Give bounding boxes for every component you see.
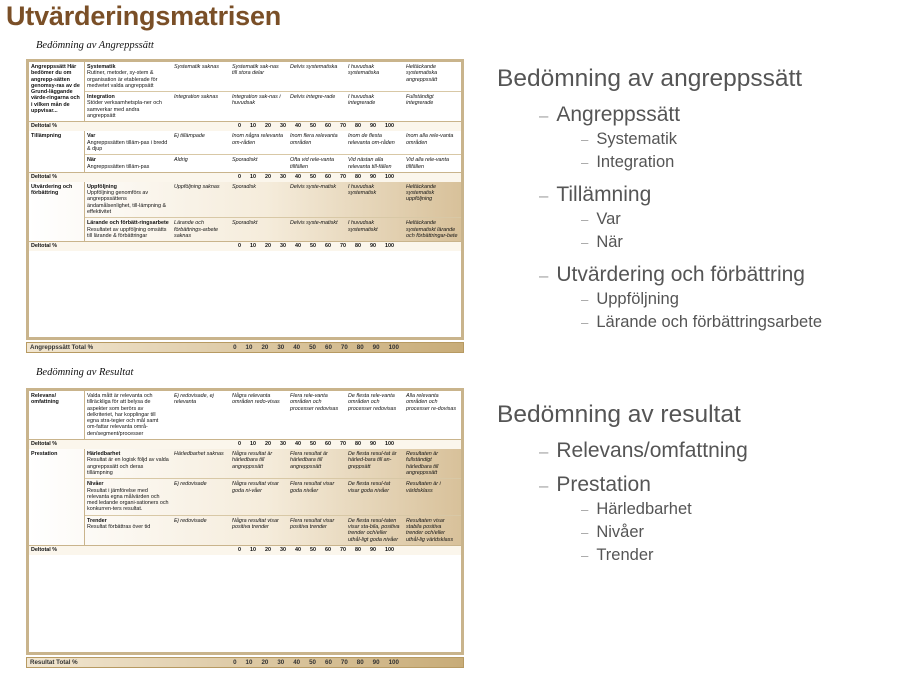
scale-value: 40 [295,243,301,250]
outline-item-label: Relevans/omfattning [556,439,748,462]
level-cell: Vid alla rele-vanta tillfällen [406,157,450,170]
level-cell: De flesta resul-tat är härled-bara till an-greppsätt [348,451,397,470]
outline-subitem [581,311,907,334]
scale-value: 60 [325,344,332,351]
level-cell: Flera resultat visar positiva trender [290,517,335,531]
level-cell: Ofta vid rele-vanta tillfällen [290,157,335,170]
scale-value: 80 [355,546,361,553]
outline-item [539,472,907,498]
criterion-text: Resultat är en logisk följd av valda angreppssätt och deras tillämpning [87,457,169,476]
scale-value: 60 [325,243,331,250]
scale-value: 50 [310,441,316,448]
scale-value: 10 [245,659,253,666]
level-cell: Integration sak-nas i huvudsak [232,94,281,107]
scale-value: 80 [355,243,361,250]
outline-item-label: Utvärdering och förbättring [556,263,805,286]
scale-value: 80 [355,123,361,130]
scale-value: 20 [265,546,271,553]
level-cell: Resultaten visar stabila positiva trender och/eller uthål-lig världsklass [406,517,454,543]
scale-value: 90 [370,441,376,448]
level-cell: Fullständigt integrerade [406,94,434,107]
section-body [85,131,461,171]
bullet-dash: – [581,212,589,227]
scale-value: 10 [245,344,253,351]
deltotal-label: Deltotal % [31,123,58,130]
criterion-text: Angreppssätten tilläm-pas i bredd & djup [87,139,168,152]
scale-value: 100 [388,344,399,351]
outline-subitem [581,208,907,231]
scale-value: 30 [277,659,285,666]
section-body [85,391,461,439]
scale-value: 60 [325,659,332,666]
level-cell: I huvudsak systematiska [348,64,380,77]
scale-value: 50 [309,344,316,351]
level-cell: Heltäckande systematiskt lärande och förbättringar-bete [406,220,458,239]
level-cell: Heltäckande systematiska angreppssätt [406,64,438,83]
level-cell: Delvis systematiska [290,64,338,70]
scale-value: 100 [385,546,394,553]
criterion-row [85,155,461,172]
criterion-text: Valda mått är relevanta och tillräckliga för att belysa de aspekter som berörs av delkriteriet, har kopplingar till egna stra-tegier och mål samt om-fattar relevanta områ-den/segment/processer [87,393,159,437]
deltotal-spacer [85,546,171,555]
total-label: Resultat Total % [30,659,78,666]
level-cell: Några resultat visar positiva trender [232,517,279,531]
total-scale [169,343,463,352]
level-cell: Några relevanta områden redo-visas [232,393,280,406]
scale-value: 30 [280,546,286,553]
level-cell: Sporadiskt [232,220,258,227]
approach-outline-heading: Bedömning av angreppssätt [497,65,803,92]
criterion-title: Uppföljning [87,183,117,190]
outline-subitem [581,231,907,254]
scale-value: 90 [372,659,380,666]
bullet-dash: – [581,132,589,147]
criterion-title: Härledbarhet [87,451,121,458]
criterion-description [85,131,171,154]
scale-value: 90 [370,243,376,250]
bullet-dash: – [539,266,549,285]
section-label: Utvärdering och förbättring [29,182,85,241]
scale-value: 20 [261,659,269,666]
criterion-text: Rutiner, metoder, sy-stem & organisation är etablerade för medvetet valda angreppsätt [87,70,158,89]
criterion-title: Trender [87,517,107,524]
level-cell: Delvis syste-matiskt [290,220,338,227]
scale-value: 90 [370,123,376,130]
scale-value: 50 [309,659,316,666]
scale-value: 100 [385,123,394,130]
outline-subitem [581,288,907,311]
level-cell: De flesta resul-taten visar sta-bila, positiva trender och/eller uthål-ligt goda nivåer [348,517,400,543]
scale-value: 100 [385,441,394,448]
result-outline [497,400,907,567]
scale-value: 40 [295,441,301,448]
outline-subitem-label: Systematik [596,130,678,148]
bullet-dash: – [539,106,549,125]
bullet-dash: – [581,155,589,170]
criterion-text: Angreppssätten tilläm-pas [87,163,150,170]
criterion-title: Var [87,133,96,140]
deltotal-scale [171,173,461,182]
deltotal-row [29,546,461,555]
section-label: Tillämpning [29,131,85,171]
level-cell: Sporadiskt [232,157,258,164]
approach-total-bar [26,342,464,353]
outline-subitem-label: Var [596,210,621,228]
outline-item-label: Angreppssätt [556,103,681,126]
level-cell: Härledbarhet saknas [174,451,224,458]
scale-value: 60 [325,173,331,180]
level-cell: Integration saknas [174,94,219,101]
scale-value: 100 [388,659,399,666]
scale-value: 40 [295,123,301,130]
scale-value: 50 [310,243,316,250]
bullet-dash: – [581,548,589,563]
scale-value: 30 [280,243,286,250]
level-cell: Sporadisk [232,183,256,190]
level-cell: Ej redovisade [174,517,207,524]
scale-value: 30 [280,173,286,180]
level-cell: I huvudsak systematiskt [348,220,378,233]
criterion-description [85,92,171,121]
outline-subitem-label: Trender [596,546,654,564]
criterion-title: Lärande och förbätt-ringsarbete [87,220,169,227]
scale-value: 90 [372,344,380,351]
deltotal-row [29,242,461,251]
bullet-dash: – [581,292,589,307]
deltotal-scale [171,242,461,251]
criterion-text: Resultat i jämförelse med relevanta egna målvärden och med ledande organi-sationers och konkurren-ters resultat. [87,487,169,513]
outline-subitem-label: Lärande och förbättringsarbete [596,313,822,331]
level-cell: De flesta rele-vanta områden och processer redovisas [348,393,397,412]
section-body [85,62,461,121]
matrix-section [29,391,461,440]
total-label: Angreppssätt Total % [30,344,94,351]
section-label: Angreppssätt Här bedömer du om angrepp-sätten genomsy-ras av de Grund-läggande värde-ringarna och i vilken mån de uppvisar... [29,62,85,121]
outline-subitem-label: Uppföljning [596,290,679,308]
scale-value: 0 [238,173,241,180]
deltotal-row [29,122,461,131]
bullet-dash: – [539,186,549,205]
criterion-row [85,182,461,218]
matrix-section [29,449,461,546]
scale-value: 0 [238,441,241,448]
matrix-section [29,62,461,122]
deltotal-spacer [85,242,171,251]
outline-item [539,262,907,288]
criterion-description [85,449,171,478]
level-cell: Systematik sak-nas till stora delar [232,64,279,77]
level-cell: Några resultat är härledbara till angreppssätt [232,451,273,470]
section-label: Prestation [29,449,85,545]
scale-value: 0 [238,123,241,130]
scale-value: 20 [265,123,271,130]
criterion-row [85,218,461,241]
level-cell: Ej redovisade, ej relevanta [174,393,214,406]
level-cell: Uppföljning saknas [174,183,220,190]
level-cell: I huvudsak systematisk [348,183,377,197]
criterion-description [85,155,171,172]
bullet-dash: – [581,235,589,250]
outline-item [539,438,907,464]
deltotal-row [29,440,461,449]
scale-value: 0 [233,344,237,351]
level-cell: I huvudsak integrerade [348,94,376,107]
scale-value: 60 [325,123,331,130]
outline-subitem [581,521,907,544]
criterion-row [85,479,461,515]
outline-item [539,182,907,208]
criterion-title: Systematik [87,64,116,70]
level-cell: Inom de flesta relevanta om-råden [348,133,395,146]
scale-value: 60 [325,441,331,448]
scale-value: 70 [340,243,346,250]
scale-value: 30 [280,441,286,448]
criterion-description [85,62,171,91]
scale-value: 40 [295,173,301,180]
level-cell: Ej tillämpade [174,133,205,140]
scale-value: 70 [340,659,348,666]
outline-subitem-label: Integration [596,153,675,171]
criterion-row [85,516,461,545]
deltotal-label: Deltotal % [31,441,58,448]
scale-value: 10 [250,173,256,180]
scale-value: 60 [325,546,331,553]
scale-value: 20 [261,344,269,351]
scale-value: 80 [355,441,361,448]
level-cell: Aldrig [174,157,188,164]
scale-value: 90 [370,173,376,180]
scale-value: 0 [238,243,241,250]
scale-value: 10 [250,123,256,130]
criterion-row [85,449,461,479]
level-cell: Flera resultat är härledbara till angreppssätt [290,451,328,470]
level-cell: Resultaten är i världsklass [406,481,441,494]
scale-value: 70 [340,441,346,448]
outline-subitem [581,498,907,521]
criterion-description [85,182,171,217]
scale-value: 70 [340,344,348,351]
level-cell: Heltäckande systematisk uppföljning [406,183,436,203]
bullet-dash: – [581,502,589,517]
deltotal-label: Deltotal % [31,173,58,180]
scale-value: 80 [356,659,364,666]
criterion-row [85,391,461,439]
result-matrix-heading: Bedömning av Resultat [36,367,134,378]
scale-value: 80 [355,173,361,180]
criterion-description [85,391,171,439]
outline-subitem-label: När [596,233,623,251]
result-outline-heading: Bedömning av resultat [497,401,741,428]
outline-subitem [581,128,907,151]
criterion-title: Integration [87,94,115,101]
outline-item [539,102,907,128]
approach-matrix-heading: Bedömning av Angreppssätt [36,40,154,51]
outline-item-label: Prestation [556,473,651,496]
total-scale [169,658,463,667]
level-cell: Ej redovisade [174,481,207,488]
criterion-text: Resultat förbättras över tid [87,524,151,531]
deltotal-scale [171,440,461,449]
level-cell: Inom alla rele-vanta områden [406,133,454,146]
scale-value: 40 [293,344,301,351]
scale-value: 80 [356,344,364,351]
level-cell: De flesta resul-tat visar goda nivåer [348,481,391,494]
result-matrix [26,388,464,655]
scale-value: 20 [265,243,271,250]
scale-value: 70 [340,173,346,180]
scale-value: 30 [280,123,286,130]
matrix-section [29,131,461,172]
approach-matrix [26,59,464,340]
criterion-text: Resultatet av uppföljning omsätts till lärande & förbättringar [87,226,167,239]
scale-value: 0 [233,659,237,666]
outline-subitem [581,151,907,174]
scale-value: 10 [250,546,256,553]
scale-value: 40 [293,659,301,666]
level-cell: Vid nästan alla relevanta till-fällen [348,157,392,170]
scale-value: 90 [370,546,376,553]
level-cell: Delvis syste-matisk [290,183,337,190]
deltotal-label: Deltotal % [31,546,58,553]
slide-title: Utvärderingsmatrisen [6,1,282,31]
scale-value: 50 [310,123,316,130]
bullet-dash: – [581,315,589,330]
section-label: Relevans/ omfattning [29,391,85,439]
deltotal-spacer [85,440,171,449]
scale-value: 0 [238,546,241,553]
scale-value: 10 [250,441,256,448]
level-cell: Flera rele-vanta områden och processer redovisas [290,393,339,412]
scale-value: 70 [340,123,346,130]
deltotal-scale [171,546,461,555]
level-cell: Lärande och förbättrings-arbete saknas [174,220,219,239]
scale-value: 10 [250,243,256,250]
criterion-text: Uppföljning genomförs av angreppssättens ändamålsenlighet, till-lämpning & effektivitet [87,190,167,216]
scale-value: 20 [265,173,271,180]
level-cell: Resultaten är fullständigt härledbara till angreppssätt [406,451,439,476]
deltotal-label: Deltotal % [31,243,58,250]
bullet-dash: – [539,476,549,495]
deltotal-spacer [85,122,171,131]
criterion-description [85,479,171,514]
level-cell: Alla relevanta områden och processer re-dovisas [406,393,457,412]
level-cell: Inom flera relevanta områden [290,133,338,146]
scale-value: 70 [340,546,346,553]
scale-value: 50 [310,173,316,180]
outline-subitem-label: Nivåer [596,523,645,541]
criterion-title: När [87,157,96,164]
outline-item-label: Tillämning [556,183,652,206]
outline-subitem-label: Härledbarhet [596,500,692,518]
criterion-description [85,516,171,545]
deltotal-row [29,173,461,182]
section-body [85,182,461,241]
scale-value: 30 [277,344,285,351]
criterion-row [85,131,461,155]
scale-value: 20 [265,441,271,448]
deltotal-scale [171,122,461,131]
outline-subitem [581,544,907,567]
level-cell: Några resultat visar goda ni-våer [232,481,279,494]
criterion-row [85,62,461,92]
criterion-description [85,218,171,241]
approach-outline [497,64,907,334]
scale-value: 50 [310,546,316,553]
criterion-text: Stöder verksamhetspla-ner och samverkar med andra angreppsätt [87,100,162,120]
matrix-section [29,182,461,242]
bullet-dash: – [539,442,549,461]
level-cell: Systematik saknas [174,64,219,70]
scale-value: 100 [385,243,394,250]
level-cell: Inom några relevanta om-råden [232,133,283,146]
scale-value: 40 [295,546,301,553]
section-body [85,449,461,545]
deltotal-spacer [85,173,171,182]
scale-value: 100 [385,173,394,180]
level-cell: Delvis integre-rade [290,94,336,101]
criterion-title: Nivåer [87,481,104,488]
level-cell: Flera resultat visar goda nivåer [290,481,335,494]
bullet-dash: – [581,525,589,540]
criterion-row [85,92,461,121]
result-total-bar [26,657,464,668]
